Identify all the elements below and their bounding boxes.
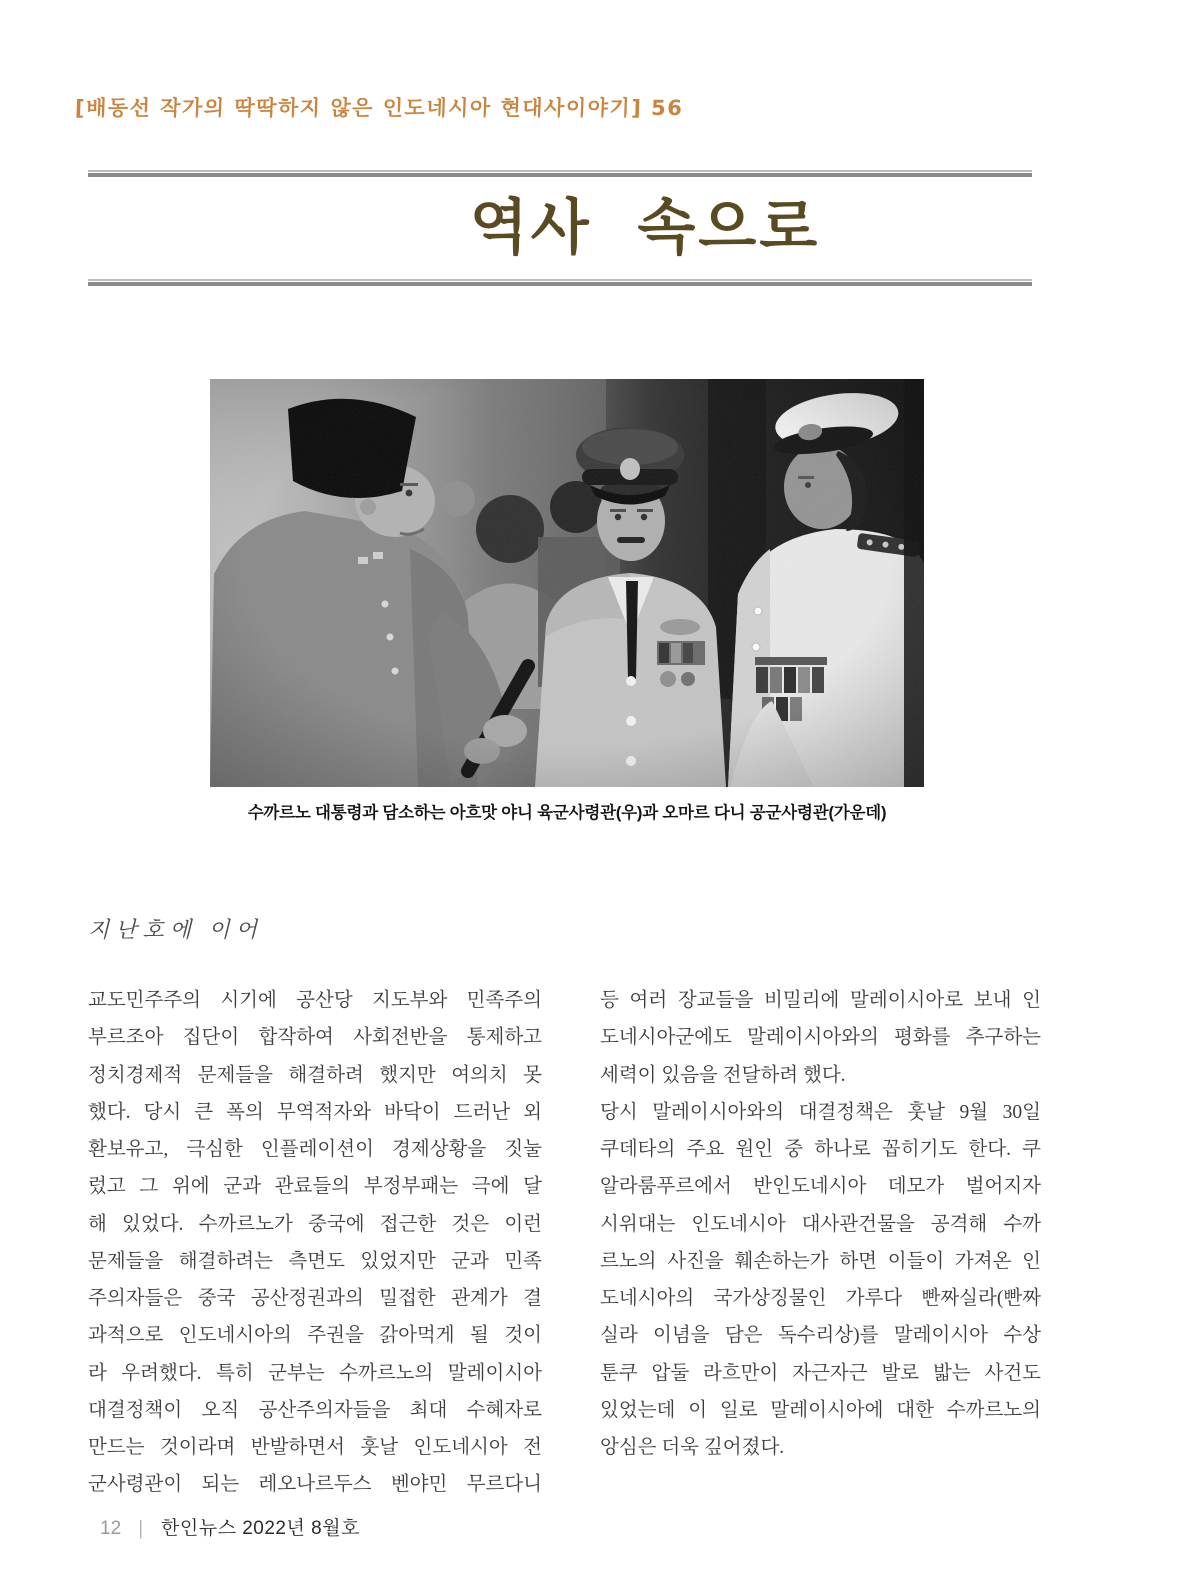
title-block [88, 170, 1032, 286]
body-column-right [600, 982, 1041, 1466]
body-text-line: 쿠데타의 주요 원인 중 하나로 꼽히기도 한다. 쿠 [600, 1139, 1041, 1160]
intro-note: 지난호에 이어 [88, 917, 264, 942]
body-text-line: 실라 이념을 담은 독수리상)를 말레이시아 수상 [600, 1325, 1041, 1347]
footer-page-number: 12 [100, 1518, 122, 1539]
title-top-rule [88, 170, 1032, 177]
body-text-line: 부르조아 집단이 합작하여 사회전반을 통제하고 [88, 1027, 542, 1049]
footer-separator: | [139, 1518, 143, 1539]
body-text-line: 앙심은 더욱 깊어졌다. [600, 1437, 785, 1458]
body-text-line: 세력이 있음을 전달하려 했다. [600, 1064, 846, 1086]
body-text-line: 있었는데 이 일로 말레이시아에 대한 수까르노의 [600, 1399, 1041, 1421]
body-text-line: 툰쿠 압둘 라흐만이 자근자근 발로 밟는 사건도 [600, 1362, 1041, 1384]
body-text-line: 만드는 것이라며 반발하면서 훗날 인도네시아 전 [88, 1437, 542, 1458]
photo-illustration [210, 379, 924, 787]
body-text-line: 주의자들은 중국 공산정권과의 밀접한 관계가 결 [88, 1288, 542, 1309]
body-text-line: 정치경제적 문제들을 해결하려 했지만 여의치 못 [88, 1064, 542, 1086]
body-text-line: 해 있었다. 수까르노가 중국에 접근한 것은 이런 [88, 1213, 542, 1235]
page-footer [100, 1513, 360, 1540]
body-text-line: 등 여러 장교들을 비밀리에 말레이시아로 보내 인 [600, 990, 1041, 1011]
photo [210, 379, 924, 787]
footer-publication: 한인뉴스 2022년 8월호 [161, 1518, 360, 1539]
title-bottom-rule [88, 279, 1032, 286]
body-text-line: 르노의 사진을 훼손하는가 하면 이들이 가져온 인 [600, 1250, 1041, 1272]
body-text-line: 과적으로 인도네시아의 주권을 갉아먹게 될 것이 [88, 1325, 542, 1347]
body-column-left [88, 982, 542, 1504]
body-text-line: 알라룸푸르에서 반인도네시아 데모가 벌어지자 [600, 1176, 1041, 1198]
photo-caption: 수까르노 대통령과 담소하는 아흐맛 야니 육군사령관(우)과 오마르 다니 공군사령관(가운데) [247, 804, 887, 822]
body-text-line: 문제들을 해결하려는 측면도 있었지만 군과 민족 [88, 1250, 542, 1272]
body-text-line: 했다. 당시 큰 폭의 무역적자와 바닥이 드러난 외 [88, 1101, 542, 1123]
body-text-line: 시위대는 인도네시아 대사관건물을 공격해 수까 [600, 1213, 1041, 1235]
page-title: 역사 속으로 [469, 194, 821, 261]
body-text-line: 군사령관이 되는 레오나르두스 벤야민 무르다니 [88, 1474, 542, 1496]
body-text-line: 당시 말레이시아와의 대결정책은 훗날 9월 30일 [600, 1101, 1041, 1123]
body-text-line: 대결정책이 오직 공산주의자들을 최대 수혜자로 [88, 1399, 542, 1421]
body-text-line: 환보유고, 극심한 인플레이션이 경제상황을 짓눌 [88, 1139, 542, 1160]
body-text-line: 렀고 그 위에 군과 관료들의 부정부패는 극에 달 [88, 1176, 542, 1198]
body-text-line: 도네시아의 국가상징물인 가루다 빤짜실라(빤짜 [600, 1288, 1041, 1309]
body-text-line: 라 우려했다. 특히 군부는 수까르노의 말레이시아 [88, 1362, 542, 1384]
series-header: [배동선 작가의 딱딱하지 않은 인도네시아 현대사이야기] 56 [74, 96, 684, 120]
body-text-line: 도네시아군에도 말레이시아와의 평화를 추구하는 [600, 1027, 1041, 1049]
body-text-line: 교도민주주의 시기에 공산당 지도부와 민족주의 [88, 990, 542, 1011]
